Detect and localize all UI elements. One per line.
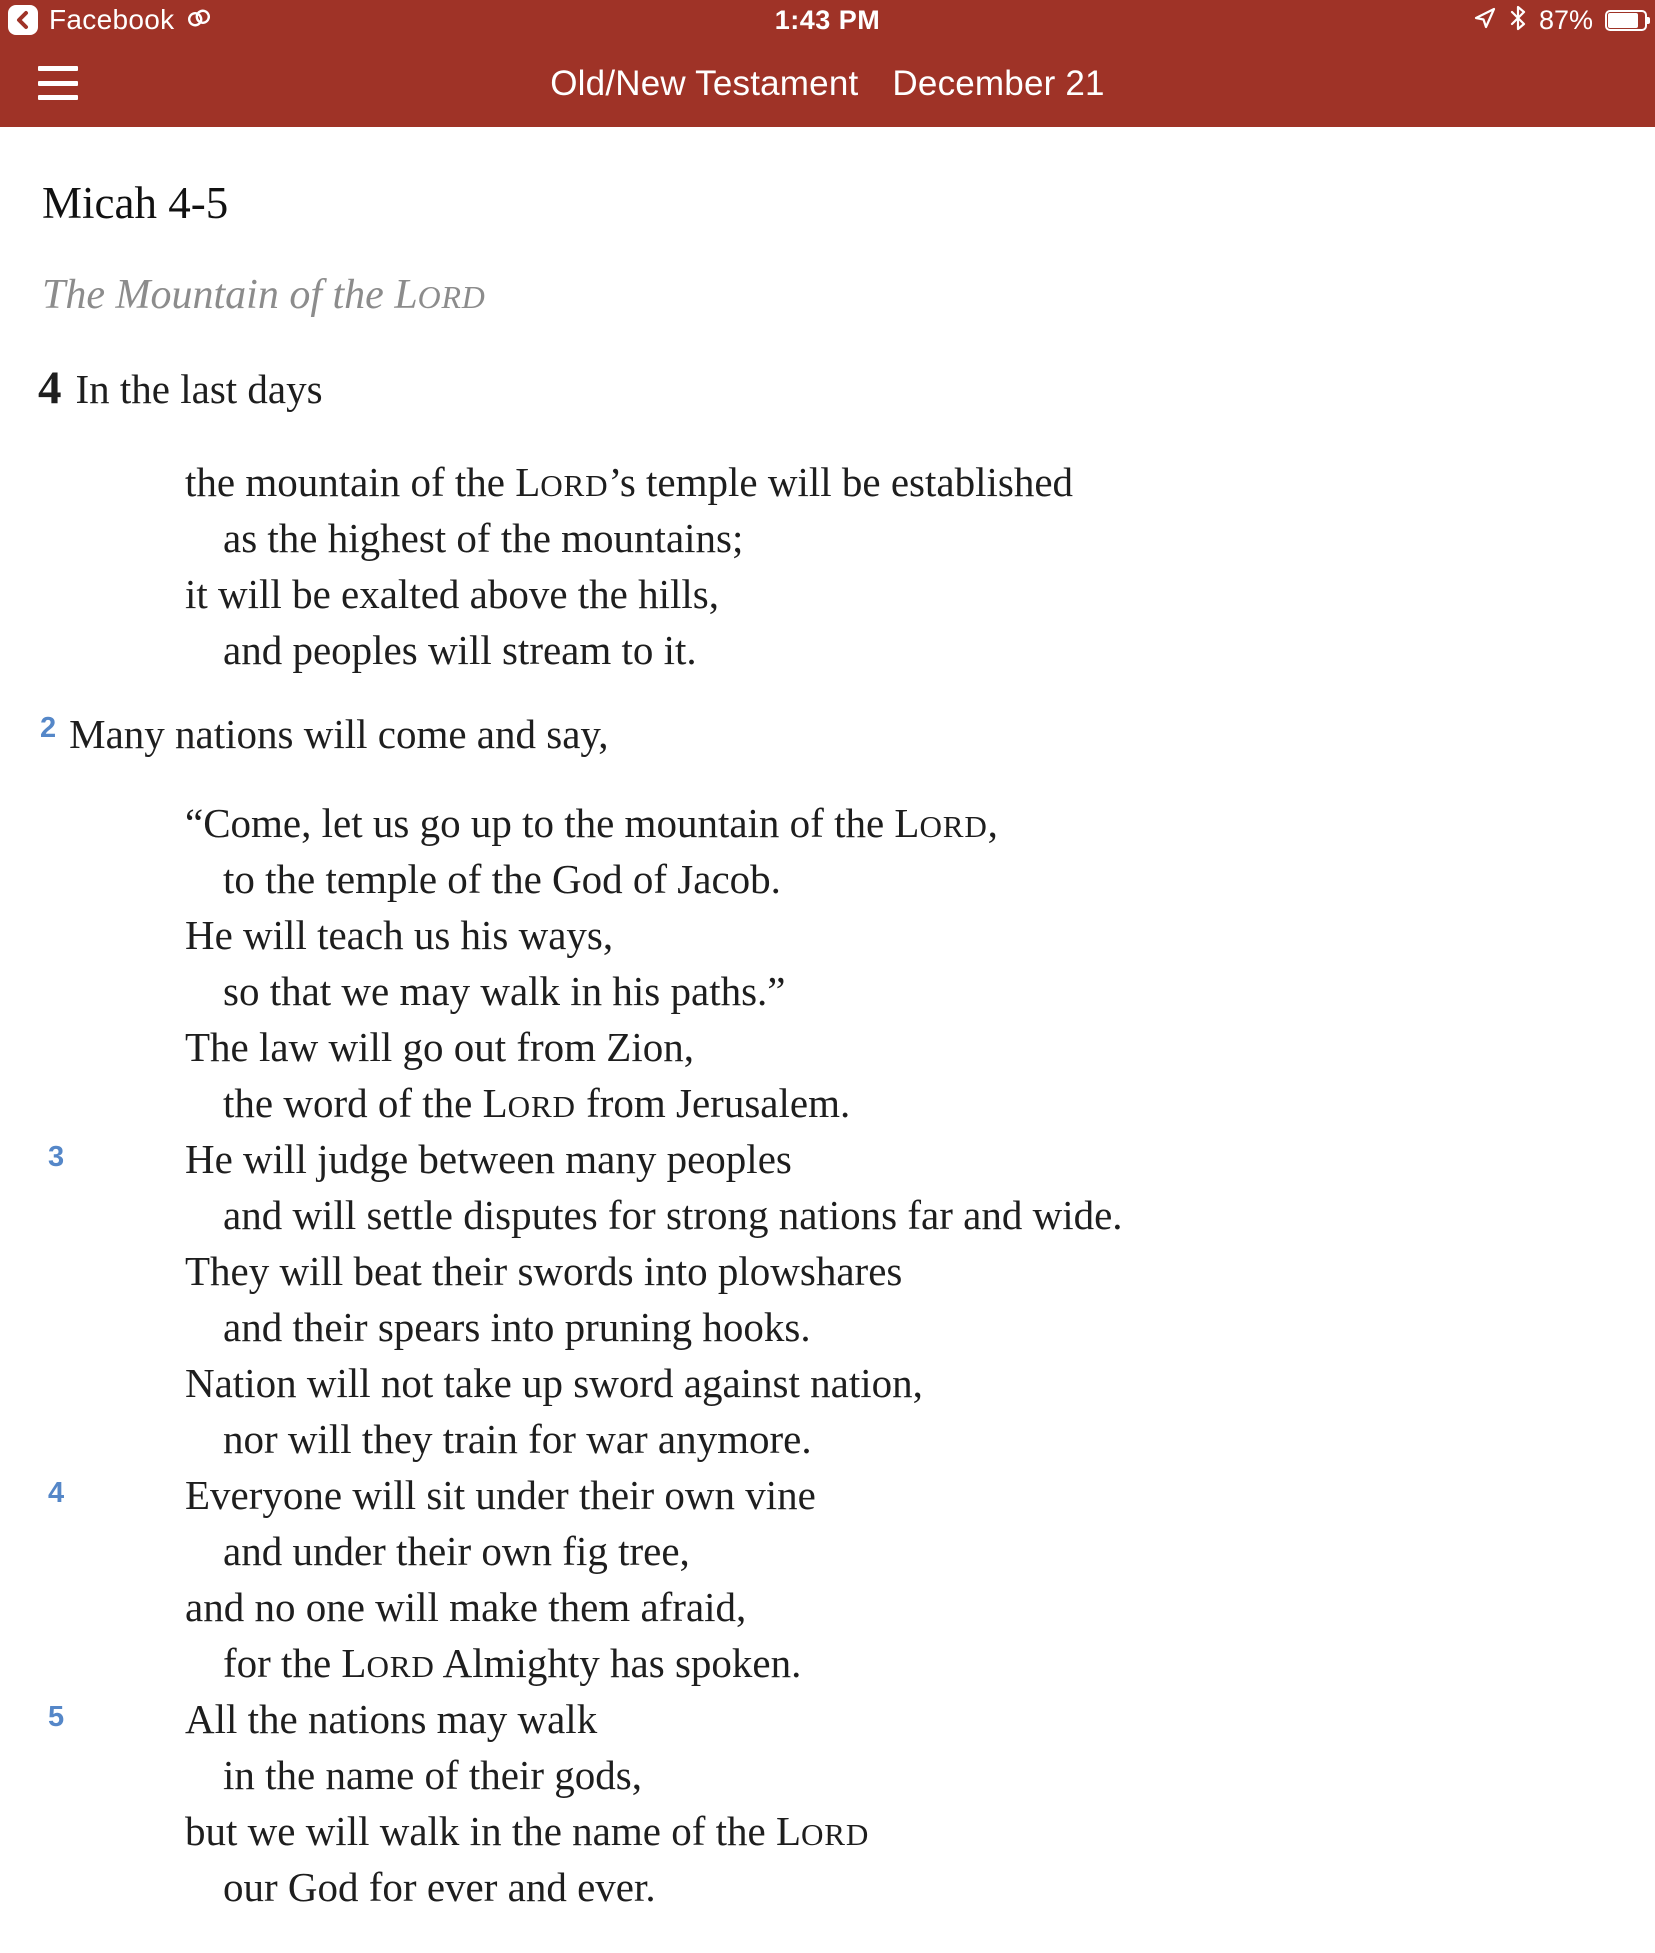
small-caps-divine-name: ORD <box>366 1649 435 1684</box>
bluetooth-icon <box>1509 5 1527 36</box>
verse-2-paragraph <box>40 706 1655 767</box>
poem-line: and peoples will stream to it. <box>223 627 697 673</box>
chapter-number: 4 <box>38 362 62 414</box>
status-right-cluster <box>1473 0 1647 40</box>
verse-number: 2 <box>40 712 57 744</box>
chapter-opening-line <box>38 363 1655 414</box>
verse-number: 3 <box>48 1141 65 1173</box>
chapter-opening-text: In the last days <box>75 366 323 412</box>
small-caps-divine-name: ORD <box>800 1817 870 1852</box>
verse-number: 4 <box>48 1477 65 1509</box>
app-chrome <box>0 0 1655 127</box>
back-app-label[interactable]: Facebook <box>49 4 175 35</box>
poem-stanza-2 <box>48 795 1655 1915</box>
status-bar <box>0 0 1655 40</box>
poem-line: The law will go out from Zion, <box>185 1024 694 1070</box>
nav-bar <box>0 40 1655 127</box>
poem-line: our God for ever and ever. <box>223 1864 656 1910</box>
scripture-content <box>0 127 1655 1915</box>
poem-line: 4 Everyone will sit under their own vine <box>48 1472 816 1518</box>
poem-line: They will beat their swords into plowshares <box>185 1248 903 1294</box>
poem-line: and no one will make them afraid, <box>185 1584 747 1630</box>
passage-title: Micah 4-5 <box>42 178 229 228</box>
poem-line: and will settle disputes for strong nations far and wide. <box>223 1192 1123 1238</box>
poem-line: 5 All the nations may walk <box>48 1696 598 1742</box>
nav-date[interactable]: December 21 <box>892 63 1105 103</box>
poem-line: to the temple of the God of Jacob. <box>223 856 781 902</box>
poem-line: and their spears into pruning hooks. <box>223 1304 811 1350</box>
poem-line: for the LORD Almighty has spoken. <box>223 1640 802 1686</box>
small-caps-divine-name: ORD <box>507 1089 576 1124</box>
poem-line: it will be exalted above the hills, <box>185 571 720 617</box>
verse-number: 5 <box>48 1701 65 1733</box>
poem-line: Nation will not take up sword against nation, <box>185 1360 923 1406</box>
battery-tip <box>1647 17 1650 24</box>
poem-line: in the name of their gods, <box>223 1752 643 1798</box>
poem-line: He will teach us his ways, <box>185 912 614 958</box>
poem-line: nor will they train for war anymore. <box>223 1416 812 1462</box>
poem-line: but we will walk in the name of the LORD <box>185 1808 870 1854</box>
small-caps-divine-name: ORD <box>417 280 486 315</box>
battery-icon <box>1605 10 1647 31</box>
poem-line: and under their own fig tree, <box>223 1528 690 1574</box>
small-caps-divine-name: ORD <box>540 468 609 503</box>
poem-line: the mountain of the LORD’s temple will be established <box>185 459 1074 505</box>
poem-line: 3 He will judge between many peoples <box>48 1136 792 1182</box>
nav-title: Old/New Testament <box>550 63 859 103</box>
poem-line: “Come, let us go up to the mountain of the LORD, <box>185 800 998 846</box>
poem-line: the word of the LORD from Jerusalem. <box>223 1080 851 1126</box>
location-arrow-icon <box>1473 6 1497 35</box>
verse-2-text: Many nations will come and say, <box>69 711 609 757</box>
battery-percent-label: 87% <box>1538 4 1593 35</box>
small-caps-divine-name: ORD <box>919 809 988 844</box>
section-heading: The Mountain of the LORD <box>42 272 486 318</box>
nav-title-row <box>0 40 1655 127</box>
poem-stanza-1 <box>185 454 1655 678</box>
poem-line: so that we may walk in his paths.” <box>223 968 786 1014</box>
status-time: 1:43 PM <box>774 4 881 35</box>
battery-fill <box>1608 13 1638 28</box>
poem-line: as the highest of the mountains; <box>223 515 744 561</box>
